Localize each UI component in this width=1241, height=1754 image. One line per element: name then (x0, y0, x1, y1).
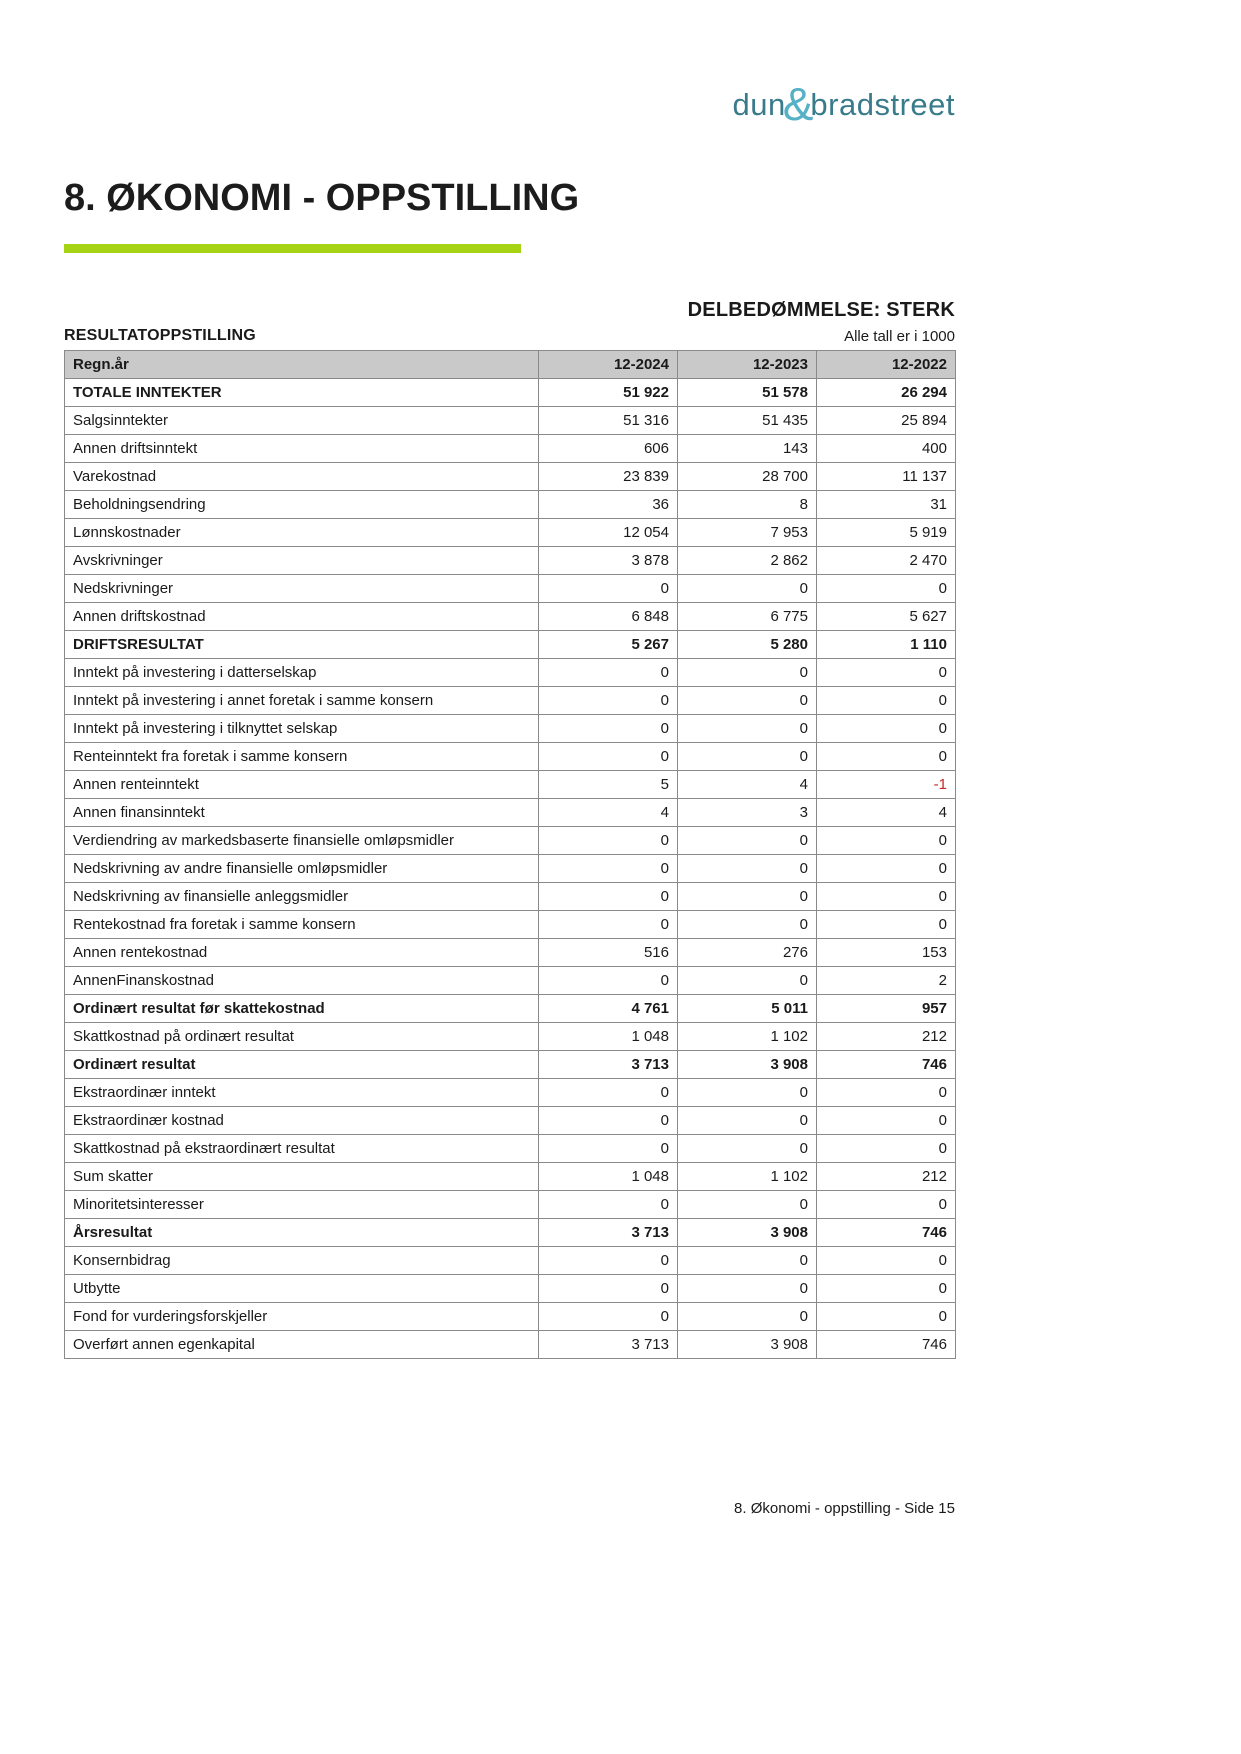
row-value: 0 (678, 1275, 817, 1303)
logo-word-dun: dun (732, 87, 786, 122)
row-value: 0 (539, 687, 678, 715)
row-value: 0 (539, 1135, 678, 1163)
row-label: Ekstraordinær kostnad (65, 1107, 539, 1135)
row-value: 0 (539, 911, 678, 939)
row-value: 0 (539, 1275, 678, 1303)
row-value: 5 267 (539, 631, 678, 659)
table-row (65, 1303, 956, 1331)
row-value: 1 048 (539, 1163, 678, 1191)
resultat-table (64, 350, 956, 1359)
column-header-year: 12-2024 (539, 351, 678, 379)
row-value: 1 110 (817, 631, 956, 659)
row-value: 212 (817, 1163, 956, 1191)
row-label: Fond for vurderingsforskjeller (65, 1303, 539, 1331)
table-row (65, 883, 956, 911)
row-value: 0 (539, 743, 678, 771)
row-value: 51 435 (678, 407, 817, 435)
row-value: 36 (539, 491, 678, 519)
row-value: 3 713 (539, 1331, 678, 1359)
row-value: 0 (539, 1303, 678, 1331)
row-value: 51 578 (678, 379, 817, 407)
row-value: 143 (678, 435, 817, 463)
row-value: 606 (539, 435, 678, 463)
meta-right (688, 299, 955, 345)
table-header-row (65, 351, 956, 379)
table-row (65, 1275, 956, 1303)
row-label: Ordinært resultat før skattekostnad (65, 995, 539, 1023)
row-label: Verdiendring av markedsbaserte finansielle omløpsmidler (65, 827, 539, 855)
row-value: 0 (678, 743, 817, 771)
row-value: 23 839 (539, 463, 678, 491)
row-label: Nedskrivning av andre finansielle omløpsmidler (65, 855, 539, 883)
row-label: DRIFTSRESULTAT (65, 631, 539, 659)
row-value: 0 (817, 1079, 956, 1107)
row-value: 7 953 (678, 519, 817, 547)
row-value: 0 (539, 1247, 678, 1275)
row-label: Avskrivninger (65, 547, 539, 575)
row-label: Nedskrivning av finansielle anleggsmidler (65, 883, 539, 911)
table-row (65, 1023, 956, 1051)
table-row (65, 407, 956, 435)
table-row (65, 1051, 956, 1079)
row-value: 0 (678, 1303, 817, 1331)
row-value: 0 (817, 743, 956, 771)
column-header-label: Regn.år (65, 351, 539, 379)
row-value: 11 137 (817, 463, 956, 491)
table-row (65, 771, 956, 799)
row-value: 0 (817, 1275, 956, 1303)
table-row (65, 1079, 956, 1107)
row-label: Konsernbidrag (65, 1247, 539, 1275)
row-value: 3 878 (539, 547, 678, 575)
row-value: 0 (678, 575, 817, 603)
column-header-year: 12-2023 (678, 351, 817, 379)
row-value: 0 (678, 1107, 817, 1135)
row-label: Annen finansinntekt (65, 799, 539, 827)
row-value: 153 (817, 939, 956, 967)
page-footer: 8. Økonomi - oppstilling - Side 15 (734, 1500, 955, 1517)
row-value: 0 (817, 911, 956, 939)
row-label: Inntekt på investering i annet foretak i samme konsern (65, 687, 539, 715)
table-row (65, 435, 956, 463)
row-value: 212 (817, 1023, 956, 1051)
row-value: 25 894 (817, 407, 956, 435)
row-value: 0 (817, 687, 956, 715)
units-note: Alle tall er i 1000 (844, 328, 955, 345)
table-row (65, 1219, 956, 1247)
row-value: 3 908 (678, 1051, 817, 1079)
row-value: 0 (817, 715, 956, 743)
table-row (65, 631, 956, 659)
table-row (65, 463, 956, 491)
row-label: Inntekt på investering i tilknyttet selskap (65, 715, 539, 743)
row-value: 0 (678, 911, 817, 939)
row-label: Varekostnad (65, 463, 539, 491)
row-value: 5 (539, 771, 678, 799)
row-value: 12 054 (539, 519, 678, 547)
row-value: 0 (678, 967, 817, 995)
row-value: 4 (817, 799, 956, 827)
table-row (65, 855, 956, 883)
row-value: 0 (678, 1079, 817, 1107)
row-label: Ekstraordinær inntekt (65, 1079, 539, 1107)
row-value: 2 862 (678, 547, 817, 575)
table-title: RESULTATOPPSTILLING (64, 327, 256, 344)
table-row (65, 687, 956, 715)
row-value: 276 (678, 939, 817, 967)
page-title: 8. ØKONOMI - OPPSTILLING (64, 177, 580, 219)
row-label: Renteinntekt fra foretak i samme konsern (65, 743, 539, 771)
row-label: Annen renteinntekt (65, 771, 539, 799)
row-value: 51 316 (539, 407, 678, 435)
row-label: AnnenFinanskostnad (65, 967, 539, 995)
row-value: 3 713 (539, 1219, 678, 1247)
row-value: 0 (678, 1135, 817, 1163)
row-label: Annen driftsinntekt (65, 435, 539, 463)
table-row (65, 547, 956, 575)
row-value: 4 (539, 799, 678, 827)
row-label: Beholdningsendring (65, 491, 539, 519)
row-value: 0 (539, 1191, 678, 1219)
row-value: 400 (817, 435, 956, 463)
row-value: 0 (678, 827, 817, 855)
row-value: 5 919 (817, 519, 956, 547)
table-row (65, 995, 956, 1023)
title-accent-bar (64, 244, 521, 253)
table-row (65, 1191, 956, 1219)
row-value: 0 (817, 827, 956, 855)
row-value: 0 (817, 855, 956, 883)
row-value: 31 (817, 491, 956, 519)
row-value: 0 (539, 715, 678, 743)
row-value: 0 (817, 883, 956, 911)
row-label: Ordinært resultat (65, 1051, 539, 1079)
table-row (65, 715, 956, 743)
row-value: 0 (817, 1191, 956, 1219)
table-row (65, 519, 956, 547)
row-label: Skattkostnad på ordinært resultat (65, 1023, 539, 1051)
row-value: 1 048 (539, 1023, 678, 1051)
row-value: 0 (678, 883, 817, 911)
table-row (65, 827, 956, 855)
row-value: 8 (678, 491, 817, 519)
row-value: 0 (817, 1107, 956, 1135)
row-value: 0 (539, 827, 678, 855)
table-row (65, 743, 956, 771)
row-value: 28 700 (678, 463, 817, 491)
table-row (65, 1331, 956, 1359)
row-value: 4 761 (539, 995, 678, 1023)
row-value: 3 908 (678, 1219, 817, 1247)
logo-word-bradstreet: bradstreet (810, 87, 955, 122)
row-value: 0 (539, 967, 678, 995)
table-row (65, 1247, 956, 1275)
table-row (65, 603, 956, 631)
row-value: 4 (678, 771, 817, 799)
row-value: 516 (539, 939, 678, 967)
table-row (65, 491, 956, 519)
table-row (65, 1163, 956, 1191)
row-label: Årsresultat (65, 1219, 539, 1247)
table-row (65, 659, 956, 687)
row-value: 0 (817, 1303, 956, 1331)
row-label: Skattkostnad på ekstraordinært resultat (65, 1135, 539, 1163)
row-value: 746 (817, 1331, 956, 1359)
row-value: 2 (817, 967, 956, 995)
row-value: 0 (817, 575, 956, 603)
row-value: 0 (539, 659, 678, 687)
row-value: 6 775 (678, 603, 817, 631)
table-row (65, 1107, 956, 1135)
assessment-label: DELBEDØMMELSE: STERK (687, 299, 955, 321)
row-value: 0 (678, 855, 817, 883)
row-value: 1 102 (678, 1163, 817, 1191)
row-value: 0 (539, 855, 678, 883)
row-value: 0 (678, 1191, 817, 1219)
row-value: 0 (539, 1079, 678, 1107)
dun-bradstreet-logo (64, 72, 955, 130)
row-label: Rentekostnad fra foretak i samme konsern (65, 911, 539, 939)
table-row (65, 939, 956, 967)
row-label: Minoritetsinteresser (65, 1191, 539, 1219)
table-row (65, 1135, 956, 1163)
row-value: 5 627 (817, 603, 956, 631)
row-value: 26 294 (817, 379, 956, 407)
table-row (65, 911, 956, 939)
row-label: Inntekt på investering i datterselskap (65, 659, 539, 687)
row-value: 3 908 (678, 1331, 817, 1359)
row-value: 746 (817, 1219, 956, 1247)
row-value: 0 (678, 659, 817, 687)
row-value: 2 470 (817, 547, 956, 575)
row-label: Lønnskostnader (65, 519, 539, 547)
row-value: 1 102 (678, 1023, 817, 1051)
row-label: Sum skatter (65, 1163, 539, 1191)
row-value: -1 (817, 771, 956, 799)
row-value: 5 011 (678, 995, 817, 1023)
row-label: Salgsinntekter (65, 407, 539, 435)
row-value: 0 (539, 883, 678, 911)
row-value: 0 (678, 1247, 817, 1275)
row-value: 0 (539, 575, 678, 603)
row-value: 0 (817, 1135, 956, 1163)
page-content (64, 0, 955, 1359)
row-value: 3 (678, 799, 817, 827)
table-row (65, 967, 956, 995)
row-label: Nedskrivninger (65, 575, 539, 603)
row-label: Annen driftskostnad (65, 603, 539, 631)
row-label: TOTALE INNTEKTER (65, 379, 539, 407)
row-value: 0 (678, 687, 817, 715)
table-row (65, 799, 956, 827)
logo-ampersand-icon: & (782, 78, 814, 130)
row-label: Utbytte (65, 1275, 539, 1303)
row-value: 957 (817, 995, 956, 1023)
row-value: 0 (817, 1247, 956, 1275)
row-value: 3 713 (539, 1051, 678, 1079)
table-row (65, 575, 956, 603)
row-value: 6 848 (539, 603, 678, 631)
row-value: 0 (539, 1107, 678, 1135)
row-value: 5 280 (678, 631, 817, 659)
table-row (65, 379, 956, 407)
column-header-year: 12-2022 (817, 351, 956, 379)
row-value: 0 (678, 715, 817, 743)
row-label: Overført annen egenkapital (65, 1331, 539, 1359)
row-label: Annen rentekostnad (65, 939, 539, 967)
row-value: 746 (817, 1051, 956, 1079)
table-meta-row (64, 299, 955, 345)
row-value: 51 922 (539, 379, 678, 407)
row-value: 0 (817, 659, 956, 687)
